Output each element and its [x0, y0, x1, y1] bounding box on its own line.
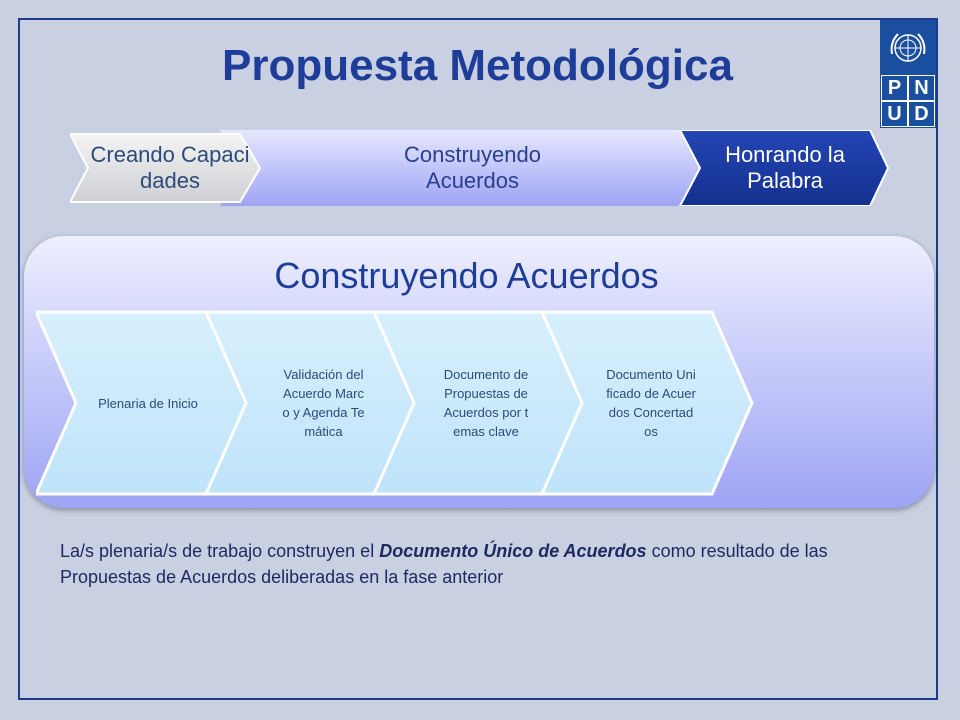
- phase-label-past: Creando Capacidades: [90, 142, 250, 193]
- caption-text: [60, 538, 920, 590]
- step-label-3: Documento de Propuestas de Acuerdos por temas clave: [443, 367, 529, 439]
- phase-label-next: Honrando la Palabra: [725, 142, 845, 193]
- panel-title: Construyendo Acuerdos: [274, 255, 659, 296]
- step-label-1: Plenaria de Inicio: [98, 395, 198, 411]
- un-emblem-icon: [884, 24, 932, 72]
- logo-letter: P: [882, 76, 907, 100]
- phase-label-current: Construyendo Acuerdos: [404, 142, 541, 193]
- pnud-letters: [882, 76, 934, 126]
- phase-progress: [70, 130, 890, 206]
- logo-letter: U: [882, 102, 907, 126]
- caption-part-1: La/s plenaria/s de trabajo construyen el: [60, 541, 380, 561]
- caption-emphasis: Documento Único de Acuerdos: [379, 541, 647, 561]
- step-label-4: Documento Unificado de Acuerdos Concertados: [606, 367, 696, 439]
- caption-part-2: como resultado de las Propuestas de Acuerdos deliberadas en la fase anterior: [60, 541, 828, 587]
- pnud-logo: [880, 20, 936, 128]
- slide-title: Propuesta Metodológica: [222, 41, 733, 90]
- logo-letter: N: [909, 76, 934, 100]
- logo-letter: D: [909, 102, 934, 126]
- step-label-2: Validación del Acuerdo Marco y Agenda Temática: [282, 367, 365, 439]
- step-chevrons: [36, 310, 766, 496]
